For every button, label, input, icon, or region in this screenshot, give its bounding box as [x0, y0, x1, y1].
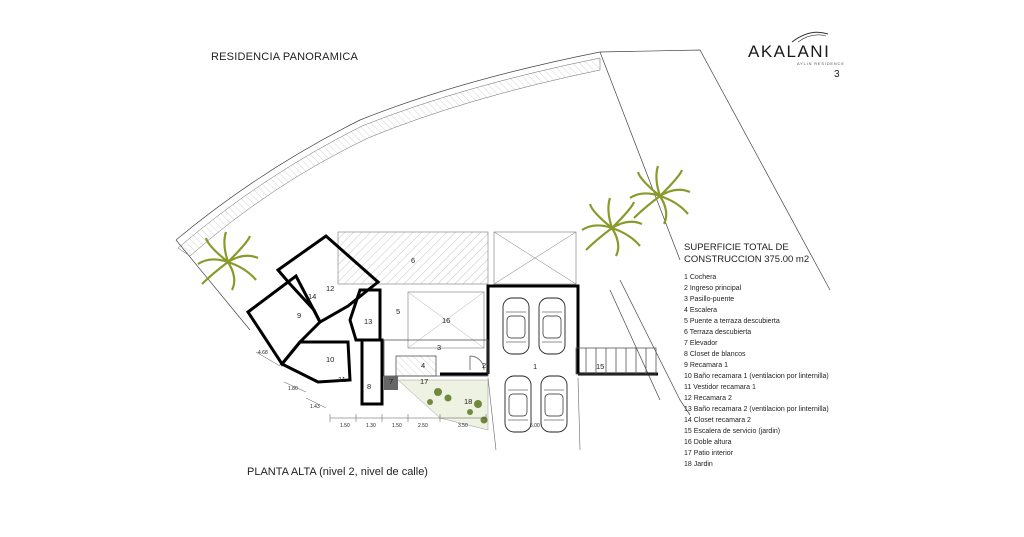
room-label-4: 4: [421, 361, 426, 370]
slope-band: [178, 58, 600, 256]
palm-tree-left: [198, 232, 258, 290]
legend-item: 7 Elevador: [684, 340, 718, 347]
room-label-9: 9: [297, 311, 302, 320]
legend-item: 9 Recamara 1: [684, 362, 728, 369]
plan-caption: PLANTA ALTA (nivel 2, nivel de calle): [247, 466, 428, 478]
room-label-6: 6: [411, 256, 416, 265]
plan-title: RESIDENCIA PANORAMICA: [211, 51, 359, 63]
legend-item: 14 Closet recamara 2: [684, 417, 751, 424]
car-4: [541, 376, 567, 432]
legend-item: 6 Terraza descubierta: [684, 329, 752, 336]
legend-item: 12 Recamara 2: [684, 395, 732, 402]
room-label-17: 17: [420, 377, 429, 386]
legend-item: 8 Closet de blancos: [684, 351, 746, 358]
room-label-12: 12: [326, 284, 335, 293]
dim-label-4: 1.50: [340, 423, 350, 429]
room-label-5: 5: [396, 307, 401, 316]
car-3: [505, 376, 531, 432]
legend-item: 16 Doble altura: [684, 439, 732, 446]
room-label-13: 13: [364, 317, 373, 326]
page-number: 3: [834, 69, 840, 80]
room-label-1: 1: [533, 362, 538, 371]
legend-item: 18 Jardin: [684, 461, 713, 468]
palm-tree-right: [582, 198, 642, 256]
room-label-14: 14: [308, 292, 317, 301]
legend-item: 5 Puente a terraza descubierta: [684, 318, 780, 325]
surface-line-2: CONSTRUCCION 375.00 m2: [684, 254, 810, 265]
dim-label-7: 2.50: [418, 423, 428, 429]
room-label-8: 8: [367, 382, 372, 391]
dim-label-5: 1.30: [366, 423, 376, 429]
brand-subtitle: AYLIN RESIDENCE: [797, 61, 845, 66]
legend-item: 13 Baño recamara 2 (ventilacion por linternilla): [684, 406, 829, 413]
legend-item: 4 Escalera: [684, 307, 718, 314]
room-label-3: 3: [437, 343, 442, 352]
legend-item: 10 Baño recamara 1 (ventilacion por linternilla): [684, 373, 829, 380]
room-label-11: 11: [338, 375, 346, 384]
brand-logo: AKALANI: [748, 42, 831, 61]
room-label-7: 7: [389, 377, 394, 386]
surface-line-1: SUPERFICIE TOTAL DE: [684, 242, 789, 253]
dim-label-2: 1.80: [288, 386, 298, 392]
palm-tree-right-2: [630, 166, 690, 224]
car-2: [539, 298, 565, 354]
dim-label-8: 3.50: [458, 423, 468, 429]
room-label-10: 10: [326, 355, 335, 364]
legend-item: 17 Patio interior: [684, 450, 734, 457]
legend-item: 15 Escalera de servicio (jardin): [684, 428, 781, 435]
dim-label-6: 1.50: [392, 423, 402, 429]
room-label-2: 2: [482, 361, 487, 370]
dim-label-1: 4.68: [258, 350, 268, 356]
car-1: [503, 298, 529, 354]
legend-item: 2 Ingreso principal: [684, 285, 742, 292]
legend-item: 11 Vestidor recamara 1: [684, 384, 756, 391]
room-label-16: 16: [442, 316, 451, 325]
room-label-15: 15: [596, 362, 605, 371]
dim-label-9: 5.00: [530, 423, 540, 429]
room-label-18: 18: [464, 397, 473, 406]
lot-boundary: [176, 50, 830, 415]
legend-item: 1 Cochera: [684, 274, 717, 281]
garden-area: [398, 380, 488, 430]
dim-label-3: 1.43: [310, 404, 320, 410]
legend-item: 3 Pasillo-puente: [684, 296, 735, 303]
